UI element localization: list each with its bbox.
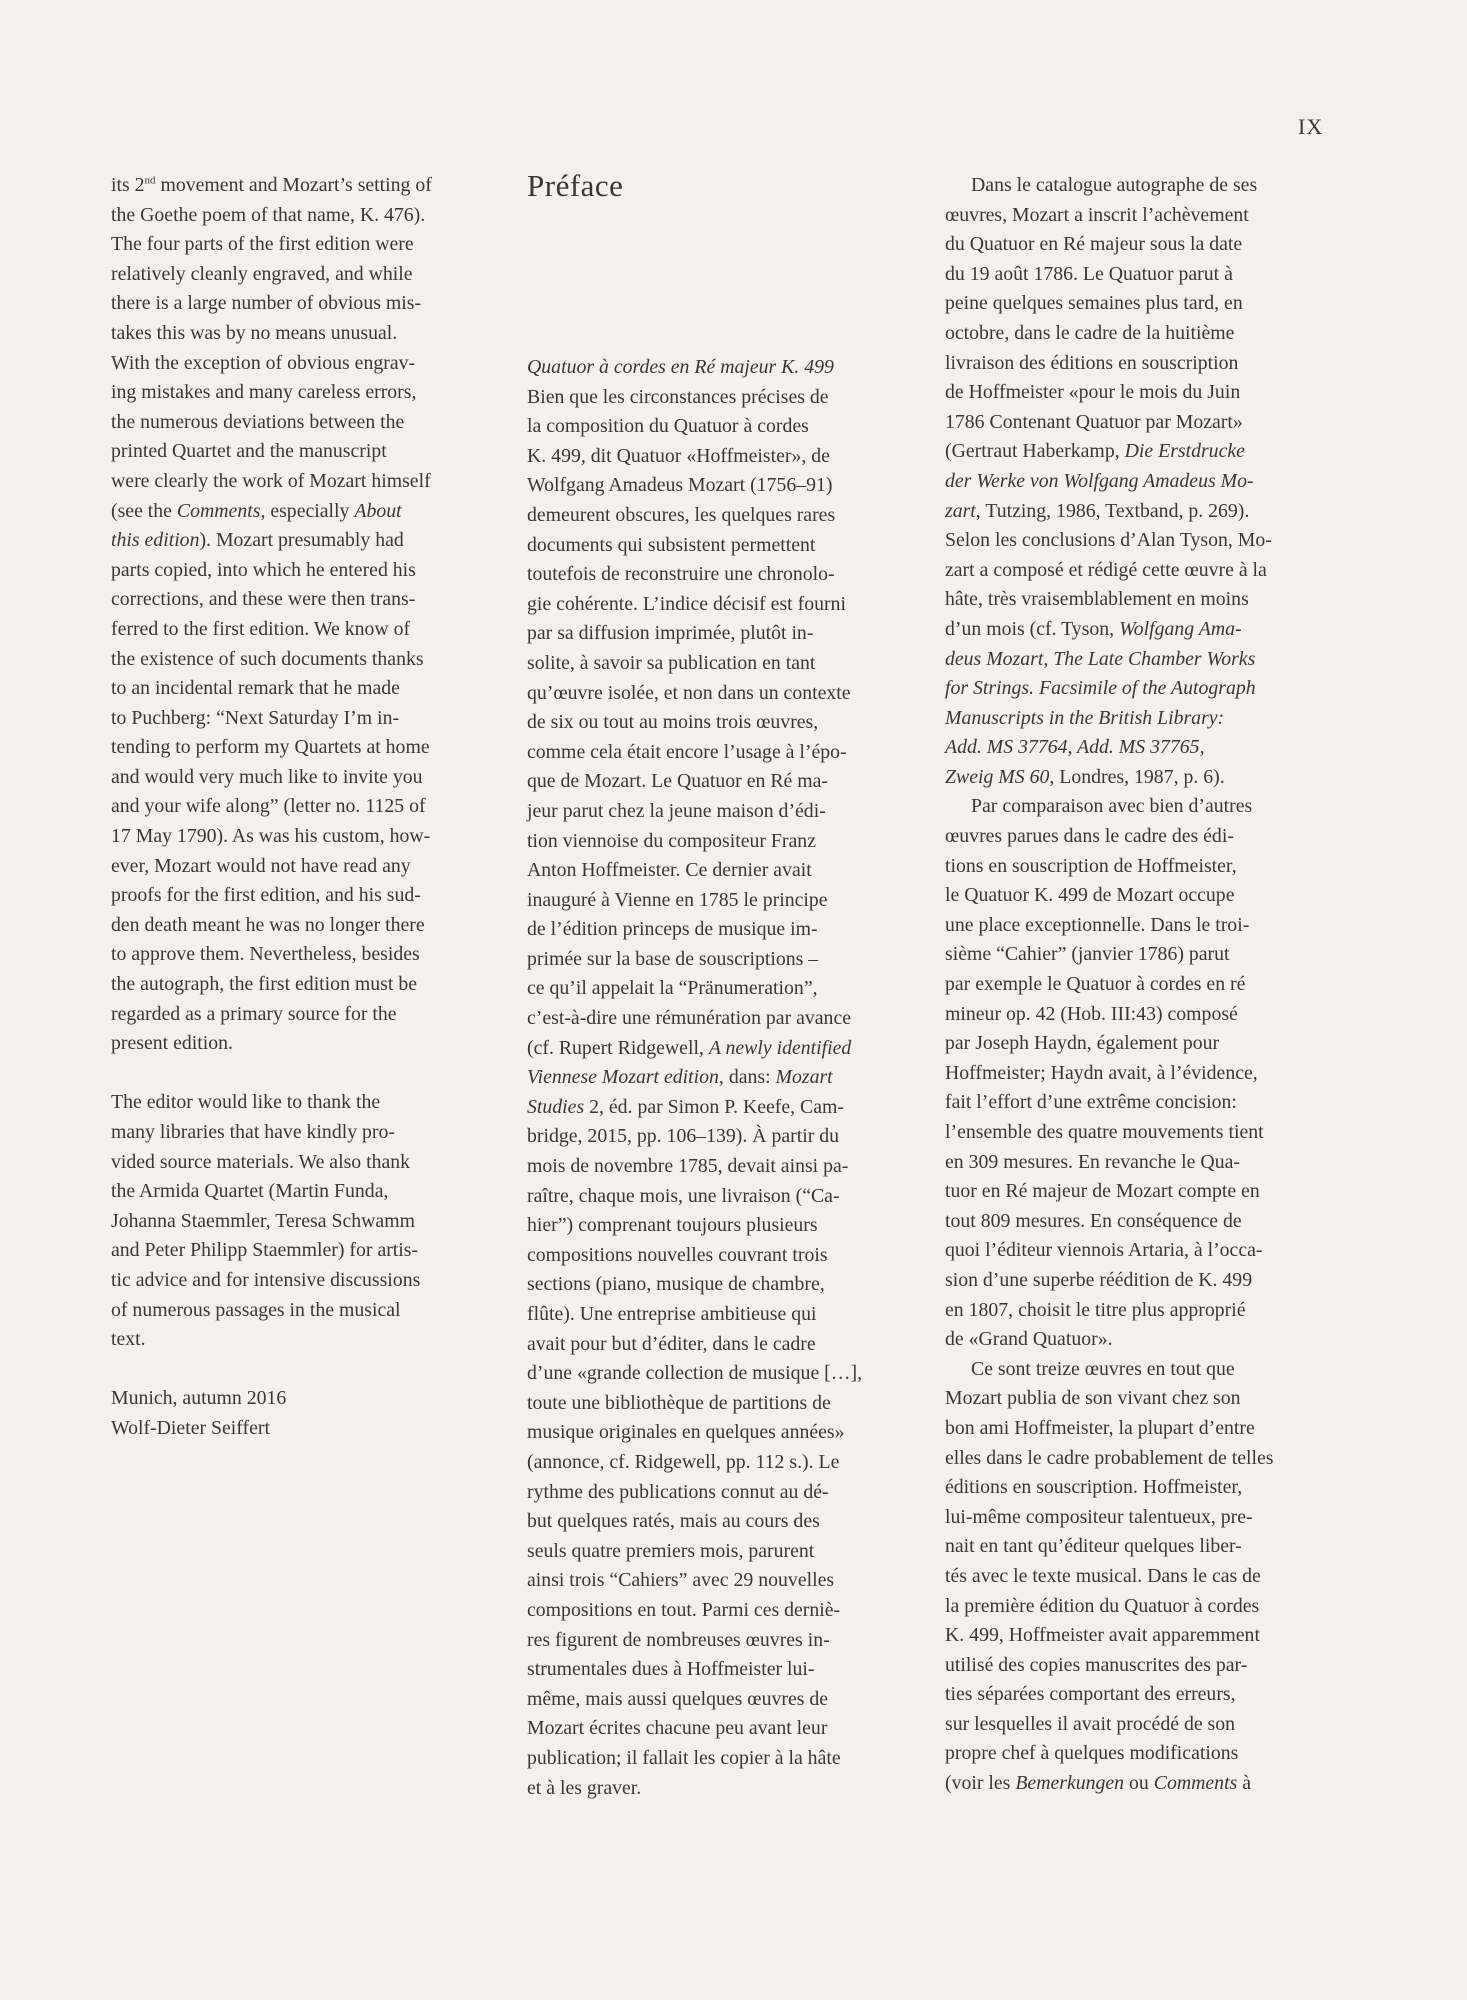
text-line: Johanna Staemmler, Teresa Schwamm: [111, 1209, 415, 1232]
text-line: solite, à savoir sa publication en tant: [527, 651, 816, 674]
text-line: hâte, très vraisemblablement en moins: [945, 588, 1249, 611]
text-line: bridge, 2015, pp. 106–139). À partir du: [527, 1125, 840, 1148]
english-column: [111, 171, 491, 1444]
text-line: compositions nouvelles couvrant trois: [527, 1243, 828, 1266]
text-line: its 2nd movement and Mozart’s setting of: [111, 174, 432, 196]
text-line: Manuscripts in the British Library:: [945, 706, 1225, 729]
text-line: The four parts of the first edition were: [111, 233, 414, 256]
text-line: mineur op. 42 (Hob. III:43) composé: [945, 1002, 1238, 1025]
text-line: res figurent de nombreuses œuvres in-: [527, 1628, 830, 1651]
text-line: nait en tant qu’éditeur quelques liber-: [945, 1535, 1242, 1558]
text-line: the Goethe poem of that name, K. 476).: [111, 203, 426, 226]
text-line: there is a large number of obvious mis-: [111, 292, 422, 315]
text-line: Wolfgang Amadeus Mozart (1756–91): [527, 474, 833, 497]
french-column-2: [945, 171, 1325, 1799]
text-line: seuls quatre premiers mois, parurent: [527, 1539, 815, 1562]
text-line: de Hoffmeister «pour le mois du Juin: [945, 381, 1241, 404]
text-line: K. 499, dit Quatuor «Hoffmeister», de: [527, 444, 830, 467]
text-line: The editor would like to thank the: [111, 1091, 381, 1114]
text-line: d’une «grande collection de musique […],: [527, 1362, 863, 1385]
text-line: ing mistakes and many careless errors,: [111, 381, 417, 404]
text-line: éditions en souscription. Hoffmeister,: [945, 1476, 1243, 1499]
french-column-1: [527, 168, 907, 1803]
text-line: (annonce, cf. Ridgewell, pp. 112 s.). Le: [527, 1450, 840, 1473]
text-line: proofs for the first edition, and his sud-: [111, 884, 421, 907]
text-line: this edition). Mozart presumably had: [111, 529, 404, 552]
text-line: and Peter Philipp Staemmler) for artis-: [111, 1239, 419, 1262]
text-line: Zweig MS 60, Londres, 1987, p. 6).: [945, 765, 1225, 788]
text-line: Mozart écrites chacune peu avant leur: [527, 1717, 828, 1740]
text-line: were clearly the work of Mozart himself: [111, 469, 431, 492]
text-line: du 19 août 1786. Le Quatuor parut à: [945, 262, 1233, 285]
text-line: qu’œuvre isolée, et non dans un contexte: [527, 681, 851, 704]
text-line: tés avec le texte musical. Dans le cas de: [945, 1564, 1261, 1587]
text-line: parts copied, into which he entered his: [111, 558, 416, 581]
text-line: fait l’effort d’une extrême concision:: [945, 1091, 1237, 1114]
text-line: livraison des éditions en souscription: [945, 351, 1239, 374]
preface-heading: Préface: [527, 168, 624, 203]
text-line: Mozart publia de son vivant chez son: [945, 1387, 1241, 1410]
text-line: octobre, dans le cadre de la huitième: [945, 321, 1235, 344]
text-line: printed Quartet and the manuscript: [111, 440, 387, 463]
text-line: propre chef à quelques modifications: [945, 1742, 1239, 1765]
text-line: the numerous deviations between the: [111, 410, 405, 433]
text-line: raître, chaque mois, une livraison (“Ca-: [527, 1184, 840, 1207]
text-line: (cf. Rupert Ridgewell, A newly identified: [527, 1036, 852, 1059]
text-line: mois de novembre 1785, devait ainsi pa-: [527, 1155, 849, 1178]
text-line: vided source materials. We also thank: [111, 1150, 411, 1173]
text-line: Munich, autumn 2016: [111, 1387, 287, 1410]
text-line: Quatuor à cordes en Ré majeur K. 499: [527, 356, 834, 378]
text-line: (see the Comments, especially About: [111, 499, 402, 522]
text-line: many libraries that have kindly pro-: [111, 1121, 395, 1143]
text-line: lui-même compositeur talentueux, pre-: [945, 1505, 1253, 1528]
text-line: tending to perform my Quartets at home: [111, 736, 430, 759]
text-line: elles dans le cadre probablement de telles: [945, 1446, 1274, 1469]
text-line: quoi l’éditeur viennois Artaria, à l’occa-: [945, 1239, 1263, 1262]
text-line: deus Mozart, The Late Chamber Works: [945, 647, 1256, 670]
text-line: en 1807, choisit le titre plus approprié: [945, 1298, 1246, 1321]
text-line: the Armida Quartet (Martin Funda,: [111, 1180, 389, 1203]
text-line: corrections, and these were then trans-: [111, 588, 416, 611]
text-line: demeurent obscures, les quelques rares: [527, 503, 836, 526]
page-number: IX: [1298, 114, 1324, 139]
text-line: l’ensemble des quatre mouvements tient: [945, 1121, 1264, 1143]
text-line: 1786 Contenant Quatuor par Mozart»: [945, 410, 1243, 433]
text-line: hier”) comprenant toujours plusieurs: [527, 1214, 818, 1237]
text-line: ferred to the first edition. We know of: [111, 617, 411, 640]
text-line: sections (piano, musique de chambre,: [527, 1273, 825, 1296]
text-line: rythme des publications connut au dé-: [527, 1480, 829, 1503]
text-line: par exemple le Quatuor à cordes en ré: [945, 973, 1246, 996]
text-line: comme cela était encore l’usage à l’épo-: [527, 740, 847, 763]
text-line: d’un mois (cf. Tyson, Wolfgang Ama-: [945, 617, 1242, 640]
text-line: present edition.: [111, 1032, 233, 1055]
text-line: den death meant he was no longer there: [111, 913, 425, 936]
text-line: toutefois de reconstruire une chronolo-: [527, 563, 835, 586]
text-line: la composition du Quatuor à cordes: [527, 415, 809, 438]
text-line: inauguré à Vienne en 1785 le principe: [527, 888, 828, 911]
text-line: jeur parut chez la jeune maison d’édi-: [527, 799, 826, 822]
text-line: ce qu’il appelait la “Pränumeration”,: [527, 977, 818, 1000]
text-line: tuor en Ré majeur de Mozart compte en: [945, 1180, 1260, 1203]
text-line: Anton Hoffmeister. Ce dernier avait: [527, 859, 812, 882]
text-line: Viennese Mozart edition, dans: Mozart: [527, 1066, 833, 1089]
text-line: the autograph, the first edition must be: [111, 973, 417, 996]
text-line: to approve them. Nevertheless, besides: [111, 943, 420, 966]
text-line: même, mais aussi quelques œuvres de: [527, 1687, 829, 1710]
text-line: Ce sont treize œuvres en tout que: [971, 1357, 1235, 1380]
text-line: sur lesquelles il avait procédé de son: [945, 1712, 1236, 1735]
text-line: Par comparaison avec bien d’autres: [971, 795, 1253, 818]
text-line: œuvres, Mozart a inscrit l’achèvement: [945, 203, 1249, 226]
text-line: zart, Tutzing, 1986, Textband, p. 269).: [945, 499, 1250, 522]
text-line: of numerous passages in the musical: [111, 1298, 401, 1321]
text-line: flûte). Une entreprise ambitieuse qui: [527, 1303, 817, 1325]
text-line: der Werke von Wolfgang Amadeus Mo-: [945, 469, 1254, 492]
text-line: and would very much like to invite you: [111, 765, 423, 788]
text-line: c’est-à-dire une rémunération par avance: [527, 1007, 852, 1030]
text-line: Dans le catalogue autographe de ses: [971, 174, 1258, 196]
text-line: compositions en tout. Parmi ces derniè-: [527, 1598, 841, 1621]
text-line: the existence of such documents thanks: [111, 647, 424, 670]
text-line: documents qui subsistent permettent: [527, 533, 816, 556]
text-line: Bien que les circonstances précises de: [527, 385, 829, 408]
text-line: sième “Cahier” (janvier 1786) parut: [945, 943, 1230, 966]
text-line: et à les graver.: [527, 1776, 642, 1799]
text-line: (Gertraut Haberkamp, Die Erstdrucke: [945, 440, 1245, 463]
text-line: to Puchberg: “Next Saturday I’m in-: [111, 706, 400, 729]
text-line: 17 May 1790). As was his custom, how-: [111, 825, 431, 848]
text-line: Add. MS 37764, Add. MS 37765,: [945, 736, 1205, 759]
text-line: Studies 2, éd. par Simon P. Keefe, Cam-: [527, 1095, 845, 1118]
text-line: une place exceptionnelle. Dans le troi-: [945, 913, 1250, 936]
text-line: avait pour but d’éditer, dans le cadre: [527, 1332, 816, 1355]
text-line: en 309 mesures. En revanche le Qua-: [945, 1150, 1240, 1173]
text-line: for Strings. Facsimile of the Autograph: [945, 677, 1256, 700]
text-line: que de Mozart. Le Quatuor en Ré ma-: [527, 770, 828, 793]
text-line: bon ami Hoffmeister, la plupart d’entre: [945, 1416, 1255, 1439]
text-line: Wolf-Dieter Seiffert: [111, 1416, 270, 1439]
text-line: relatively cleanly engraved, and while: [111, 262, 413, 285]
blank-line: [111, 1355, 491, 1385]
text-line: ties séparées comportant des erreurs,: [945, 1683, 1236, 1706]
text-line: gie cohérente. L’indice décisif est fourni: [527, 592, 846, 615]
text-line: text.: [111, 1328, 146, 1351]
text-line: tout 809 mesures. En conséquence de: [945, 1209, 1242, 1232]
text-line: zart a composé et rédigé cette œuvre à la: [945, 558, 1267, 581]
text-line: par Joseph Haydn, également pour: [945, 1032, 1220, 1055]
text-line: du Quatuor en Ré majeur sous la date: [945, 233, 1243, 256]
text-line: but quelques ratés, mais au cours des: [527, 1510, 820, 1533]
text-line: tion viennoise du compositeur Franz: [527, 829, 816, 852]
heading-spacer: [527, 206, 907, 353]
text-line: Hoffmeister; Haydn avait, à l’évidence,: [945, 1061, 1258, 1084]
text-line: tic advice and for intensive discussions: [111, 1268, 421, 1291]
text-line: par sa diffusion imprimée, plutôt in-: [527, 622, 814, 645]
text-line: primée sur la base de souscriptions –: [527, 947, 819, 970]
text-line: ever, Mozart would not have read any: [111, 854, 411, 877]
text-line: peine quelques semaines plus tard, en: [945, 292, 1243, 315]
text-line: œuvres parues dans le cadre des édi-: [945, 825, 1234, 848]
text-line: le Quatuor K. 499 de Mozart occupe: [945, 884, 1235, 907]
text-line: utilisé des copies manuscrites des par-: [945, 1653, 1248, 1676]
text-line: K. 499, Hoffmeister avait apparemment: [945, 1624, 1260, 1647]
text-line: takes this was by no means unusual.: [111, 321, 398, 344]
text-line: toute une bibliothèque de partitions de: [527, 1391, 831, 1414]
text-line: With the exception of obvious engrav-: [111, 351, 416, 374]
text-line: ainsi trois “Cahiers” avec 29 nouvelles: [527, 1569, 835, 1592]
blank-line: [111, 1059, 491, 1089]
text-line: (voir les Bemerkungen ou Comments à: [945, 1772, 1252, 1795]
text-line: Selon les conclusions d’Alan Tyson, Mo-: [945, 529, 1272, 552]
text-line: publication; il fallait les copier à la hâte: [527, 1746, 841, 1769]
text-line: tions en souscription de Hoffmeister,: [945, 854, 1237, 877]
text-line: de l’édition princeps de musique im-: [527, 918, 818, 941]
text-line: strumentales dues à Hoffmeister lui-: [527, 1658, 815, 1681]
text-line: regarded as a primary source for the: [111, 1002, 397, 1025]
text-line: la première édition du Quatuor à cordes: [945, 1594, 1260, 1617]
text-line: de «Grand Quatuor».: [945, 1328, 1113, 1351]
text-line: de six ou tout au moins trois œuvres,: [527, 711, 819, 734]
text-line: musique originales en quelques années»: [527, 1421, 845, 1444]
text-line: and your wife along” (letter no. 1125 of: [111, 795, 426, 818]
text-line: to an incidental remark that he made: [111, 677, 400, 700]
text-line: sion d’une superbe réédition de K. 499: [945, 1268, 1253, 1291]
